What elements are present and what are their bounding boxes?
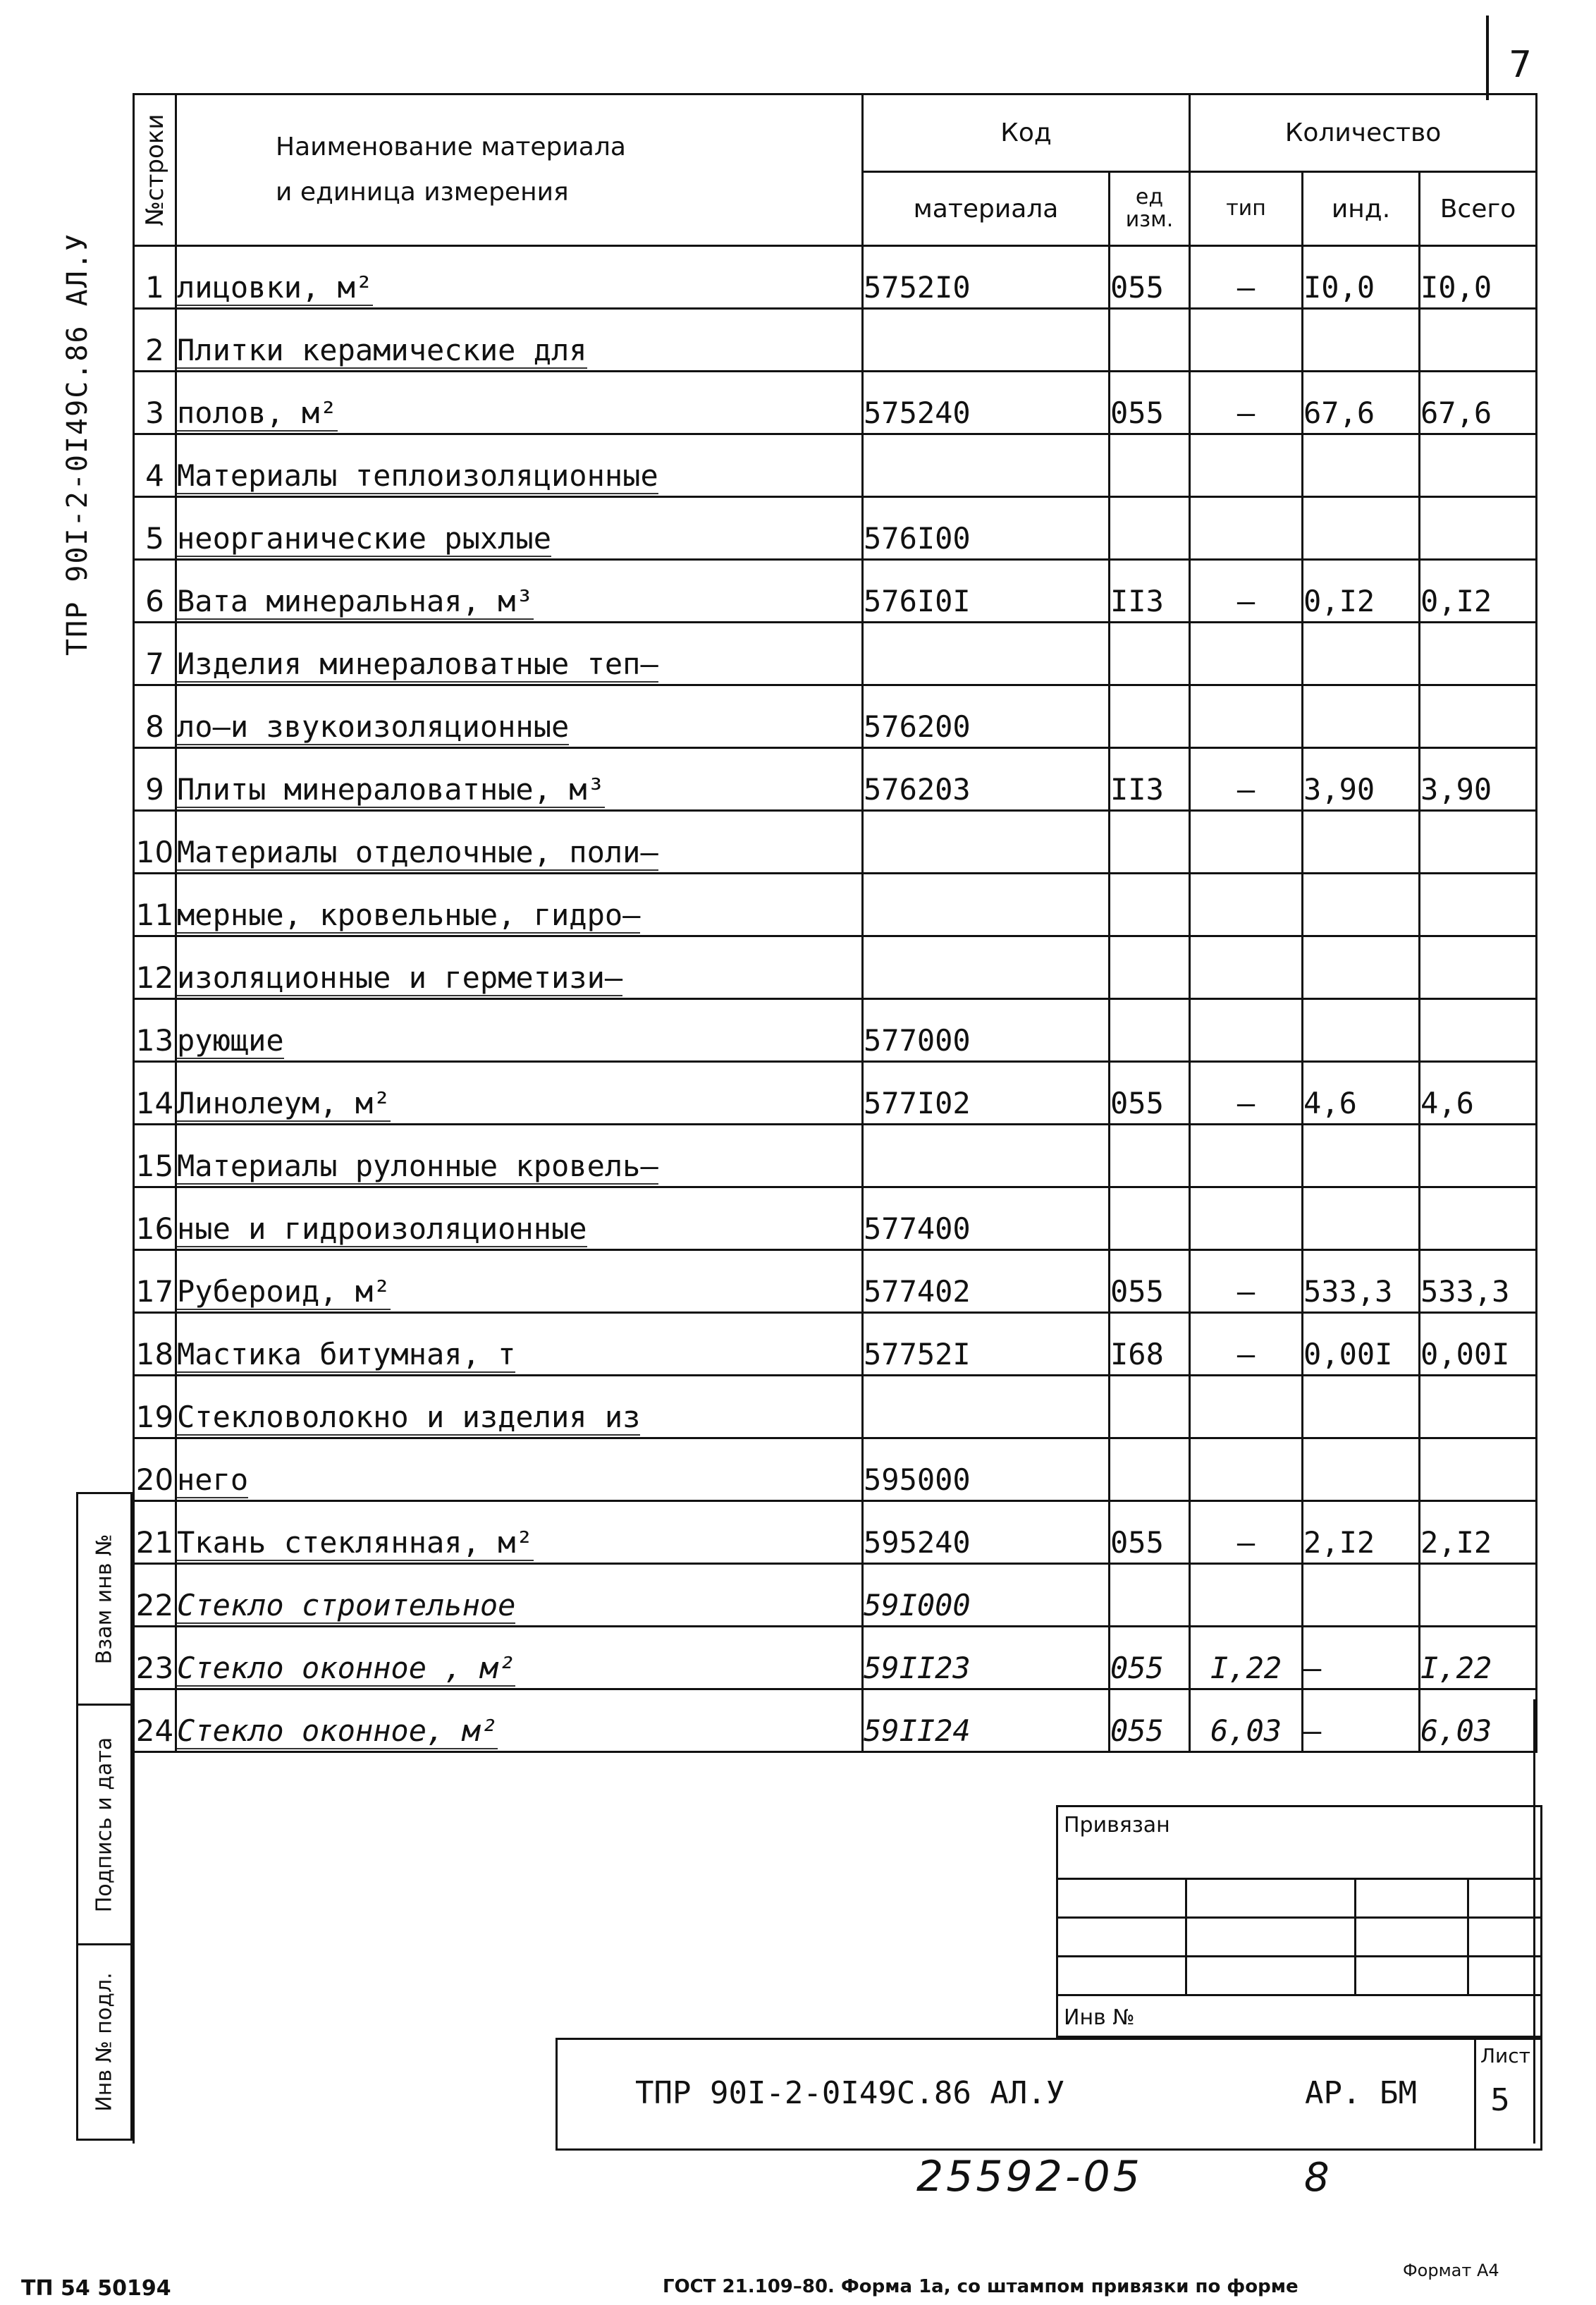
header-quantity: Количество: [1190, 94, 1537, 172]
cell-typ: [1190, 936, 1303, 999]
cell-no: 13: [134, 999, 176, 1062]
cell-code: 577402: [863, 1250, 1110, 1313]
cell-ind: [1303, 1438, 1420, 1501]
cell-name: Материалы теплоизоляционные: [176, 434, 863, 497]
cell-code: 575240: [863, 372, 1110, 434]
cell-no: 9: [134, 748, 176, 811]
cell-code: 59I000: [863, 1564, 1110, 1627]
cell-unit: 055: [1110, 1689, 1190, 1752]
table-row: [134, 1187, 1537, 1250]
cell-typ: [1190, 434, 1303, 497]
cell-unit: I68: [1110, 1313, 1190, 1376]
cell-name: Стекло строительное: [176, 1564, 863, 1627]
cell-code: 576200: [863, 685, 1110, 748]
side-code-text: ТПР 90I-2-0I49С.86 АЛ.У: [61, 233, 94, 656]
frame-line: [1486, 16, 1489, 100]
cell-no: 11: [134, 874, 176, 936]
sheet-number: 5: [1490, 2082, 1510, 2118]
stamp-inv-original: Инв № подл.: [92, 1972, 117, 2112]
cell-ind: 4,6: [1303, 1062, 1420, 1125]
cell-name: Материалы рулонные кровель–: [176, 1125, 863, 1187]
cell-unit: II3: [1110, 560, 1190, 623]
table-row: [134, 1313, 1537, 1376]
table-row: [134, 999, 1537, 1062]
cell-typ: –: [1190, 560, 1303, 623]
cell-typ: [1190, 999, 1303, 1062]
cell-name: рующие: [176, 999, 863, 1062]
cell-tot: 2,I2: [1420, 1501, 1537, 1564]
cell-unit: [1110, 623, 1190, 685]
cell-unit: 055: [1110, 1627, 1190, 1689]
cell-code: 595240: [863, 1501, 1110, 1564]
cell-typ: –: [1190, 372, 1303, 434]
cell-typ: –: [1190, 1313, 1303, 1376]
side-stamp: [76, 1492, 133, 2141]
cell-tot: [1420, 685, 1537, 748]
cell-code: 576I00: [863, 497, 1110, 560]
cell-ind: [1303, 1125, 1420, 1187]
cell-code: [863, 811, 1110, 874]
cell-tot: 67,6: [1420, 372, 1537, 434]
cell-ind: [1303, 434, 1420, 497]
table-row: [134, 748, 1537, 811]
cell-code: 576203: [863, 748, 1110, 811]
approval-label: Привязан: [1064, 1813, 1170, 1838]
cell-typ: [1190, 1125, 1303, 1187]
cell-no: 18: [134, 1313, 176, 1376]
materials-table: [133, 93, 1537, 1753]
cell-name: мерные, кровельные, гидро–: [176, 874, 863, 936]
cell-ind: [1303, 1376, 1420, 1438]
cell-tot: [1420, 1376, 1537, 1438]
cell-code: 577000: [863, 999, 1110, 1062]
cell-unit: [1110, 936, 1190, 999]
cell-ind: [1303, 874, 1420, 936]
table-row: [134, 1250, 1537, 1313]
cell-ind: [1303, 1187, 1420, 1250]
cell-name: лицовки, м²: [176, 246, 863, 309]
cell-typ: –: [1190, 246, 1303, 309]
cell-tot: [1420, 874, 1537, 936]
cell-no: 17: [134, 1250, 176, 1313]
cell-no: 22: [134, 1564, 176, 1627]
footer-right: ГОСТ 21.109–80. Форма 1а, со штампом привязки по форме: [663, 2276, 1299, 2297]
cell-typ: 6,03: [1190, 1689, 1303, 1752]
header-unit: ед изм.: [1110, 172, 1190, 246]
cell-ind: 67,6: [1303, 372, 1420, 434]
table-row: [134, 1125, 1537, 1187]
format-label: Формат А4: [1403, 2261, 1499, 2280]
cell-ind: [1303, 936, 1420, 999]
cell-unit: [1110, 811, 1190, 874]
table-row: [134, 434, 1537, 497]
cell-typ: [1190, 811, 1303, 874]
cell-tot: [1420, 811, 1537, 874]
header-ind: инд.: [1303, 172, 1420, 246]
cell-name: изоляционные и герметизи–: [176, 936, 863, 999]
cell-unit: [1110, 999, 1190, 1062]
cell-tot: [1420, 999, 1537, 1062]
cell-code: [863, 874, 1110, 936]
cell-name: Мастика битумная, т: [176, 1313, 863, 1376]
stamp-signature-date: Подпись и дата: [78, 1706, 130, 1945]
cell-name: Рубероид, м²: [176, 1250, 863, 1313]
cell-tot: [1420, 623, 1537, 685]
cell-unit: [1110, 1125, 1190, 1187]
cell-name: него: [176, 1438, 863, 1501]
cell-tot: [1420, 1125, 1537, 1187]
cell-code: 595000: [863, 1438, 1110, 1501]
cell-ind: 533,3: [1303, 1250, 1420, 1313]
cell-name: Стекловолокно и изделия из: [176, 1376, 863, 1438]
handwritten-number: 25592-05: [916, 2152, 1143, 2201]
cell-unit: 055: [1110, 1250, 1190, 1313]
cell-name: Стекло оконное, м²: [176, 1689, 863, 1752]
table-row: [134, 1062, 1537, 1125]
stamp-replace-inv: Взам инв №: [78, 1494, 130, 1706]
cell-unit: [1110, 309, 1190, 372]
cell-typ: [1190, 874, 1303, 936]
cell-code: 576I0I: [863, 560, 1110, 623]
cell-code: [863, 434, 1110, 497]
cell-tot: 533,3: [1420, 1250, 1537, 1313]
cell-code: 59II24: [863, 1689, 1110, 1752]
cell-ind: I0,0: [1303, 246, 1420, 309]
cell-ind: 0,00I: [1303, 1313, 1420, 1376]
header-material: материала: [863, 172, 1110, 246]
header-code: Код: [863, 94, 1190, 172]
cell-no: 14: [134, 1062, 176, 1125]
page-number: 7: [1509, 44, 1533, 86]
cell-ind: 2,I2: [1303, 1501, 1420, 1564]
cell-unit: [1110, 497, 1190, 560]
cell-no: 19: [134, 1376, 176, 1438]
cell-ind: [1303, 999, 1420, 1062]
cell-no: 7: [134, 623, 176, 685]
table-body: [134, 246, 1537, 1752]
table-row: [134, 936, 1537, 999]
cell-name: полов, м²: [176, 372, 863, 434]
sheet-box: [1474, 2040, 1547, 2148]
cell-unit: 055: [1110, 372, 1190, 434]
cell-no: 20: [134, 1438, 176, 1501]
cell-no: 2: [134, 309, 176, 372]
cell-typ: [1190, 1438, 1303, 1501]
approval-stamp: [1056, 1805, 1542, 2038]
cell-code: [863, 1125, 1110, 1187]
cell-typ: –: [1190, 748, 1303, 811]
cell-tot: [1420, 1187, 1537, 1250]
cell-ind: [1303, 623, 1420, 685]
cell-code: [863, 1376, 1110, 1438]
cell-name: Плиты минераловатные, м³: [176, 748, 863, 811]
header-name-line2: и единица измерения: [276, 178, 569, 207]
cell-name: Материалы отделочные, поли–: [176, 811, 863, 874]
table-row: [134, 1564, 1537, 1627]
cell-tot: 0,I2: [1420, 560, 1537, 623]
cell-ind: –: [1303, 1627, 1420, 1689]
cell-ind: [1303, 685, 1420, 748]
cell-no: 24: [134, 1689, 176, 1752]
title-block: [555, 2038, 1542, 2151]
table-row: [134, 309, 1537, 372]
table-row: [134, 372, 1537, 434]
header-name-line1: Наименование материала: [276, 133, 626, 161]
cell-ind: [1303, 497, 1420, 560]
footer-left: ТП 54 50194: [21, 2276, 171, 2301]
cell-tot: [1420, 309, 1537, 372]
cell-name: Ткань стеклянная, м²: [176, 1501, 863, 1564]
cell-typ: –: [1190, 1250, 1303, 1313]
cell-unit: II3: [1110, 748, 1190, 811]
cell-no: 4: [134, 434, 176, 497]
cell-code: [863, 623, 1110, 685]
cell-ind: 3,90: [1303, 748, 1420, 811]
cell-code: 57752I: [863, 1313, 1110, 1376]
cell-unit: 055: [1110, 246, 1190, 309]
table-row: [134, 685, 1537, 748]
cell-no: 5: [134, 497, 176, 560]
cell-typ: [1190, 1564, 1303, 1627]
cell-no: 8: [134, 685, 176, 748]
cell-code: [863, 936, 1110, 999]
cell-ind: –: [1303, 1689, 1420, 1752]
cell-name: Вата минеральная, м³: [176, 560, 863, 623]
cell-code: [863, 309, 1110, 372]
title-section: АР. БМ: [1305, 2075, 1417, 2111]
cell-tot: 0,00I: [1420, 1313, 1537, 1376]
cell-typ: [1190, 685, 1303, 748]
cell-no: 6: [134, 560, 176, 623]
cell-unit: [1110, 434, 1190, 497]
cell-name: Плитки керамические для: [176, 309, 863, 372]
cell-no: 16: [134, 1187, 176, 1250]
cell-tot: [1420, 497, 1537, 560]
table-row: [134, 1627, 1537, 1689]
title-doc-code: ТПР 90I-2-0I49С.86 АЛ.У: [635, 2075, 1065, 2111]
sheet-label: Лист: [1480, 2044, 1530, 2067]
cell-code: 577I02: [863, 1062, 1110, 1125]
cell-tot: 4,6: [1420, 1062, 1537, 1125]
cell-code: 5752I0: [863, 246, 1110, 309]
cell-no: 3: [134, 372, 176, 434]
table-row: [134, 1376, 1537, 1438]
cell-typ: [1190, 497, 1303, 560]
cell-name: неорганические рыхлые: [176, 497, 863, 560]
cell-tot: 3,90: [1420, 748, 1537, 811]
cell-unit: 055: [1110, 1062, 1190, 1125]
table-row: [134, 560, 1537, 623]
cell-tot: I0,0: [1420, 246, 1537, 309]
header-row-number: №строки: [134, 94, 176, 246]
cell-tot: 6,03: [1420, 1689, 1537, 1752]
header-name: [176, 94, 863, 246]
cell-name: Линолеум, м²: [176, 1062, 863, 1125]
cell-name: Изделия минераловатные теп–: [176, 623, 863, 685]
cell-unit: [1110, 685, 1190, 748]
cell-code: 577400: [863, 1187, 1110, 1250]
cell-no: 10: [134, 811, 176, 874]
cell-typ: [1190, 309, 1303, 372]
cell-ind: [1303, 1564, 1420, 1627]
table-row: [134, 497, 1537, 560]
side-document-code: [28, 183, 127, 705]
approval-inv: Инв №: [1064, 2005, 1135, 2030]
cell-name: ло–и звукоизоляционные: [176, 685, 863, 748]
cell-unit: 055: [1110, 1501, 1190, 1564]
cell-tot: [1420, 434, 1537, 497]
handwritten-page: 8: [1304, 2155, 1330, 2201]
table-row: [134, 1438, 1537, 1501]
header-total: Всего: [1420, 172, 1537, 246]
cell-tot: [1420, 1564, 1537, 1627]
table-row: [134, 623, 1537, 685]
cell-typ: [1190, 1376, 1303, 1438]
cell-name: Стекло оконное , м²: [176, 1627, 863, 1689]
cell-unit: [1110, 1376, 1190, 1438]
cell-tot: [1420, 936, 1537, 999]
cell-tot: [1420, 1438, 1537, 1501]
cell-no: 23: [134, 1627, 176, 1689]
cell-unit: [1110, 874, 1190, 936]
cell-ind: [1303, 309, 1420, 372]
table-row: [134, 246, 1537, 309]
cell-typ: –: [1190, 1062, 1303, 1125]
cell-no: 1: [134, 246, 176, 309]
table-row: [134, 811, 1537, 874]
cell-code: 59II23: [863, 1627, 1110, 1689]
cell-tot: I,22: [1420, 1627, 1537, 1689]
cell-no: 15: [134, 1125, 176, 1187]
cell-name: ные и гидроизоляционные: [176, 1187, 863, 1250]
table-row: [134, 1501, 1537, 1564]
cell-typ: [1190, 623, 1303, 685]
cell-typ: [1190, 1187, 1303, 1250]
cell-no: 12: [134, 936, 176, 999]
cell-unit: [1110, 1564, 1190, 1627]
cell-typ: –: [1190, 1501, 1303, 1564]
header-type: тип: [1190, 172, 1303, 246]
table-row: [134, 874, 1537, 936]
cell-typ: I,22: [1190, 1627, 1303, 1689]
cell-no: 21: [134, 1501, 176, 1564]
cell-unit: [1110, 1187, 1190, 1250]
cell-ind: 0,I2: [1303, 560, 1420, 623]
cell-ind: [1303, 811, 1420, 874]
cell-unit: [1110, 1438, 1190, 1501]
